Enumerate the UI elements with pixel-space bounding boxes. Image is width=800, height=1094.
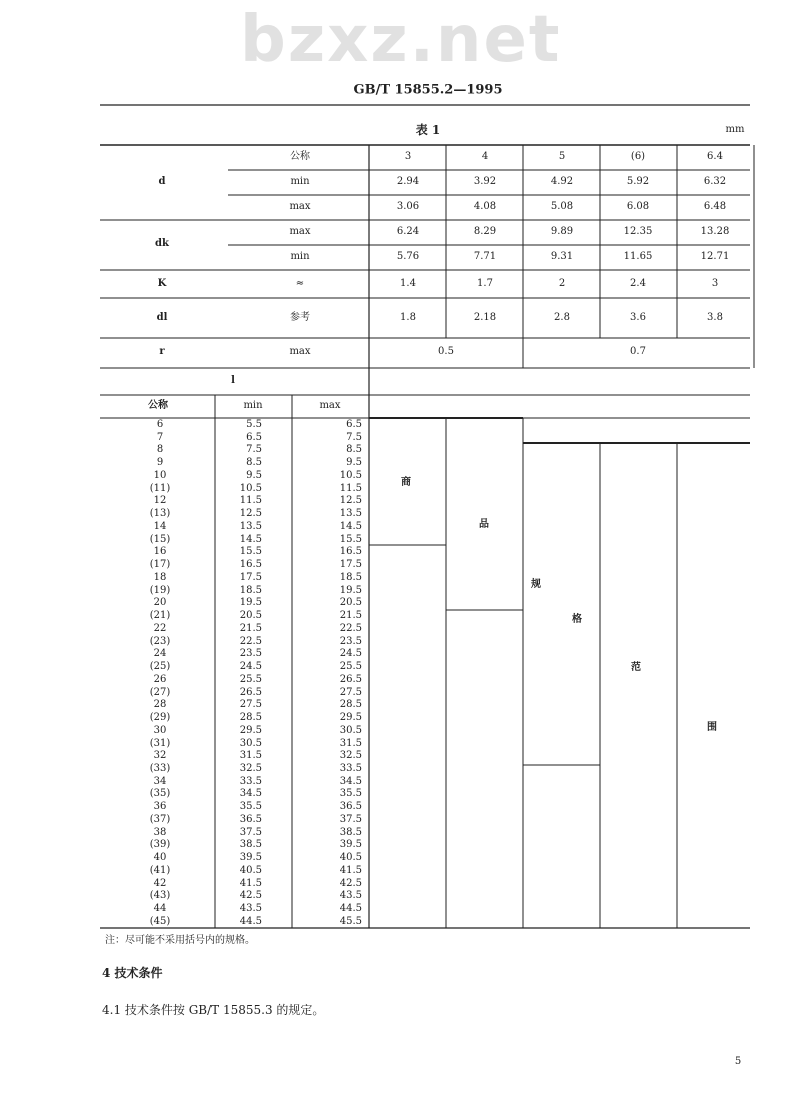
row-symbol: dk xyxy=(155,238,169,249)
l-min: 14.5 xyxy=(239,533,262,545)
row-subheading: ≈ xyxy=(295,278,305,289)
l-min: 8.5 xyxy=(246,457,262,469)
l-min: 21.5 xyxy=(239,622,262,634)
l-nominal: (35) xyxy=(149,788,171,800)
table-cell: 2.94 xyxy=(396,176,420,187)
l-nominal: (45) xyxy=(149,915,171,927)
l-max: 42.5 xyxy=(339,877,362,889)
l-nominal: 8 xyxy=(156,444,164,456)
l-min: 44.5 xyxy=(239,915,262,927)
l-max: 20.5 xyxy=(339,597,362,609)
l-nominal: 44 xyxy=(153,903,167,915)
l-min: 16.5 xyxy=(239,559,262,571)
l-min: 13.5 xyxy=(239,520,262,532)
table-cell: 5.76 xyxy=(396,251,420,262)
l-max: 28.5 xyxy=(339,699,362,711)
table-cell: 5 xyxy=(558,151,566,162)
row-symbol: d xyxy=(158,176,166,187)
l-min: 12.5 xyxy=(239,508,262,520)
l-min: 43.5 xyxy=(239,903,262,915)
table-cell: 1.4 xyxy=(400,278,416,289)
l-nominal: (25) xyxy=(149,661,171,673)
table-cell: 5.92 xyxy=(626,176,650,187)
l-max: 9.5 xyxy=(346,457,362,469)
row-symbol: K xyxy=(157,278,167,289)
l-max: 43.5 xyxy=(339,890,362,902)
table-cell: (6) xyxy=(630,151,646,162)
table-cell: 3.6 xyxy=(630,312,646,323)
l-nominal: (41) xyxy=(149,864,171,876)
l-max: 10.5 xyxy=(339,469,362,481)
l-nominal: 38 xyxy=(153,826,167,838)
l-nominal: 36 xyxy=(153,801,167,813)
l-nominal: 14 xyxy=(153,520,167,532)
l-max: 23.5 xyxy=(339,635,362,647)
l-max: 17.5 xyxy=(339,559,362,571)
l-nominal: (31) xyxy=(149,737,171,749)
l-min: 39.5 xyxy=(239,852,262,864)
l-min: 26.5 xyxy=(239,686,262,698)
row-subheading: 参考 xyxy=(290,312,310,323)
l-nominal: 16 xyxy=(153,546,167,558)
l-min: 38.5 xyxy=(239,839,262,851)
table-cell: 4.08 xyxy=(473,201,497,212)
l-min: 42.5 xyxy=(239,890,262,902)
l-min: 17.5 xyxy=(239,571,262,583)
l-max: 16.5 xyxy=(339,546,362,558)
l-max: 6.5 xyxy=(346,419,362,430)
l-min: 36.5 xyxy=(239,813,262,825)
l-max-header: max xyxy=(319,400,341,411)
row-subheading: max xyxy=(289,201,311,212)
l-nominal: (27) xyxy=(149,686,171,698)
table-cell: 11.65 xyxy=(623,251,653,262)
table-cell: 6.32 xyxy=(703,176,727,187)
section-item: 4.1 技术条件按 GB/T 15855.3 的规定。 xyxy=(102,1003,325,1017)
range-char: 商 xyxy=(401,477,411,488)
l-nominal: (21) xyxy=(149,610,171,622)
table-cell: 2.4 xyxy=(630,278,646,289)
l-min: 20.5 xyxy=(239,610,262,622)
l-nominal: 9 xyxy=(156,457,164,469)
l-min: 24.5 xyxy=(239,661,262,673)
range-char: 范 xyxy=(631,662,641,673)
l-max: 34.5 xyxy=(339,775,362,787)
table-cell: 6.4 xyxy=(707,151,723,162)
row-subheading: min xyxy=(290,176,310,187)
l-nominal: 20 xyxy=(153,597,167,609)
l-nominal: 7 xyxy=(156,431,164,443)
table-cell: 5.08 xyxy=(550,201,574,212)
l-max: 19.5 xyxy=(339,584,362,596)
l-nominal: (15) xyxy=(149,533,171,545)
l-nominal: 18 xyxy=(153,571,167,583)
l-min: 30.5 xyxy=(239,737,262,749)
l-max: 38.5 xyxy=(339,826,362,838)
range-char: 规 xyxy=(531,579,541,590)
l-min: 7.5 xyxy=(246,444,262,456)
table-cell: 6.48 xyxy=(703,201,727,212)
table-cell: 12.35 xyxy=(623,226,653,237)
table-cell: 2.18 xyxy=(473,312,497,323)
l-max: 29.5 xyxy=(339,712,362,724)
table-cell: 1.7 xyxy=(477,278,493,289)
l-nominal: (17) xyxy=(149,559,171,571)
l-min: 40.5 xyxy=(239,864,262,876)
l-min: 28.5 xyxy=(239,712,262,724)
l-max: 22.5 xyxy=(339,622,362,634)
l-max: 24.5 xyxy=(339,648,362,660)
table-cell: 0.5 xyxy=(438,346,454,357)
page-number: 5 xyxy=(734,1056,742,1067)
l-nominal: 24 xyxy=(153,648,167,660)
l-max: 7.5 xyxy=(346,431,362,443)
l-min: 35.5 xyxy=(239,801,262,813)
l-min: 6.5 xyxy=(246,431,262,443)
row-symbol: dl xyxy=(156,312,168,323)
table-cell: 6.24 xyxy=(396,226,420,237)
l-max: 30.5 xyxy=(339,724,362,736)
l-nominal: (37) xyxy=(149,813,171,825)
l-max: 31.5 xyxy=(339,737,362,749)
table-cell: 6.08 xyxy=(626,201,650,212)
l-nominal: 42 xyxy=(153,877,167,889)
section-title: 4 技术条件 xyxy=(102,966,163,980)
l-max: 27.5 xyxy=(339,686,362,698)
l-min: 9.5 xyxy=(246,469,262,481)
table-cell: 3.06 xyxy=(396,201,420,212)
l-nominal: 32 xyxy=(153,750,167,762)
l-nominal-header: 公称 xyxy=(148,400,168,411)
l-max: 8.5 xyxy=(346,444,362,456)
l-max: 25.5 xyxy=(339,661,362,673)
table-cell: 12.71 xyxy=(700,251,730,262)
l-min: 11.5 xyxy=(239,495,262,507)
table-cell: 8.29 xyxy=(473,226,497,237)
l-nominal: 22 xyxy=(153,622,167,634)
table-cell: 2 xyxy=(558,278,566,289)
l-nominal: 40 xyxy=(153,852,167,864)
table-cell: 2.8 xyxy=(554,312,570,323)
l-nominal: 28 xyxy=(153,699,167,711)
table-cell: 1.8 xyxy=(400,312,416,323)
l-nominal: 26 xyxy=(153,673,167,685)
watermark: bzxz.net xyxy=(240,3,562,77)
l-max: 18.5 xyxy=(339,571,362,583)
table-unit: mm xyxy=(725,124,745,135)
l-min: 41.5 xyxy=(239,877,262,889)
row-subheading: max xyxy=(289,226,311,237)
l-nominal: 30 xyxy=(153,724,167,736)
l-nominal: (29) xyxy=(149,712,171,724)
table-cell: 3.8 xyxy=(707,312,723,323)
row-subheading: max xyxy=(289,346,311,357)
l-max: 26.5 xyxy=(339,673,362,685)
l-nominal: 12 xyxy=(153,495,167,507)
l-max: 40.5 xyxy=(339,852,362,864)
table-note: 注：尽可能不采用括号内的规格。 xyxy=(105,935,255,946)
l-max: 41.5 xyxy=(339,864,362,876)
range-char: 围 xyxy=(707,722,717,733)
table-cell: 7.71 xyxy=(473,251,497,262)
l-max: 32.5 xyxy=(339,750,362,762)
l-max: 12.5 xyxy=(339,495,362,507)
l-max: 33.5 xyxy=(339,762,362,774)
l-min: 29.5 xyxy=(239,724,262,736)
l-nominal: (33) xyxy=(149,762,171,774)
l-nominal: 34 xyxy=(153,775,167,787)
table-cell: 13.28 xyxy=(700,226,730,237)
l-max: 39.5 xyxy=(339,839,362,851)
l-max: 35.5 xyxy=(339,788,362,800)
table-cell: 0.7 xyxy=(630,346,646,357)
l-nominal: (11) xyxy=(149,482,171,494)
table-cell: 4 xyxy=(481,151,489,162)
row-subheading: 公称 xyxy=(290,151,310,162)
l-min: 22.5 xyxy=(239,635,262,647)
l-min: 23.5 xyxy=(239,648,262,660)
table-cell: 4.92 xyxy=(550,176,574,187)
table-cell: 3 xyxy=(711,278,719,289)
l-max: 15.5 xyxy=(339,533,362,545)
l-min: 33.5 xyxy=(239,775,262,787)
standard-header: GB/T 15855.2—1995 xyxy=(353,82,503,98)
l-max: 36.5 xyxy=(339,801,362,813)
l-header: l xyxy=(231,375,235,386)
table-cell: 3.92 xyxy=(473,176,497,187)
l-min: 31.5 xyxy=(239,750,262,762)
l-min: 5.5 xyxy=(246,419,262,430)
l-min-header: min xyxy=(243,400,263,411)
l-max: 21.5 xyxy=(339,610,362,622)
l-max: 14.5 xyxy=(339,520,362,532)
l-min: 34.5 xyxy=(239,788,262,800)
l-nominal: (43) xyxy=(149,890,171,902)
table-cell: 9.89 xyxy=(550,226,574,237)
l-min: 32.5 xyxy=(239,762,262,774)
range-char: 品 xyxy=(479,519,489,530)
l-max: 45.5 xyxy=(339,915,362,927)
table-cell: 9.31 xyxy=(550,251,574,262)
l-min: 18.5 xyxy=(239,584,262,596)
l-nominal: 6 xyxy=(156,419,164,430)
l-nominal: (19) xyxy=(149,584,171,596)
l-min: 19.5 xyxy=(239,597,262,609)
l-nominal: 10 xyxy=(153,469,167,481)
l-min: 10.5 xyxy=(239,482,262,494)
table-caption: 表 1 xyxy=(415,123,441,137)
l-max: 13.5 xyxy=(339,508,362,520)
l-min: 15.5 xyxy=(239,546,262,558)
range-char: 格 xyxy=(572,614,582,625)
table-cell: 3 xyxy=(404,151,412,162)
l-max: 37.5 xyxy=(339,813,362,825)
l-nominal: (39) xyxy=(149,839,171,851)
l-max: 11.5 xyxy=(339,482,362,494)
row-subheading: min xyxy=(290,251,310,262)
l-max: 44.5 xyxy=(339,903,362,915)
l-nominal: (13) xyxy=(149,508,171,520)
l-min: 27.5 xyxy=(239,699,262,711)
l-min: 25.5 xyxy=(239,673,262,685)
row-symbol: r xyxy=(159,346,165,357)
l-nominal: (23) xyxy=(149,635,171,647)
l-min: 37.5 xyxy=(239,826,262,838)
